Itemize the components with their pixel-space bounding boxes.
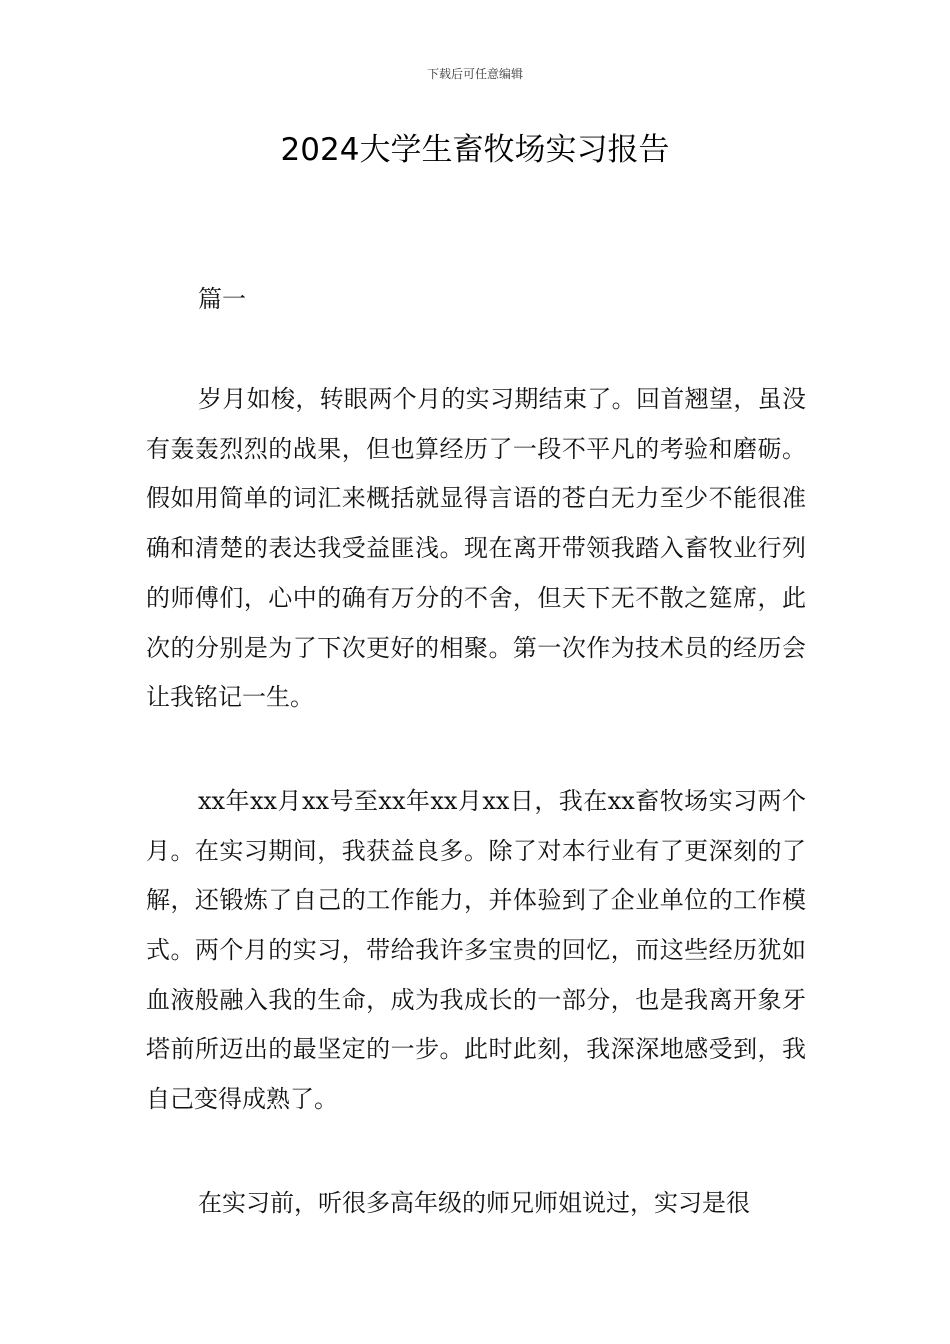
paragraph-1: 岁月如梭，转眼两个月的实习期结束了。回首翘望，虽没有轰轰烈烈的战果，但也算经历了一段不平凡的考验和磨砺。假如用简单的词汇来概括就显得言语的苍白无力至少不能很准确和清楚的表达我受益匪浅。现在离开带领我踏入畜牧业行列的师傅们，心中的确有万分的不舍，但天下无不散之筵席，此次的分别是为了下次更好的相聚。第一次作为技术员的经历会让我铭记一生。 [146,385,806,712]
paragraph-3: 在实习前，听很多高年级的师兄师姐说过，实习是很 [198,1188,750,1217]
document-body [146,278,806,1283]
document-title: 2024大学生畜牧场实习报告 [280,132,670,168]
paragraph-2: xx年xx月xx号至xx年xx月xx日，我在xx畜牧场实习两个月。在实习期间，我获益良多。除了对本行业有了更深刻的了解，还锻炼了自己的工作能力，并体验到了企业单位的工作模式。两个月的实习，带给我许多宝贵的回忆，而这些经历犹如血液般融入我的生命，成为我成长的一部分，也是我离开象牙塔前所迈出的最坚定的一步。此时此刻，我深深地感受到，我自己变得成熟了。 [146,786,806,1114]
section-label: 篇一 [198,285,246,313]
page-header-note: 下载后可任意编辑 [426,67,523,81]
